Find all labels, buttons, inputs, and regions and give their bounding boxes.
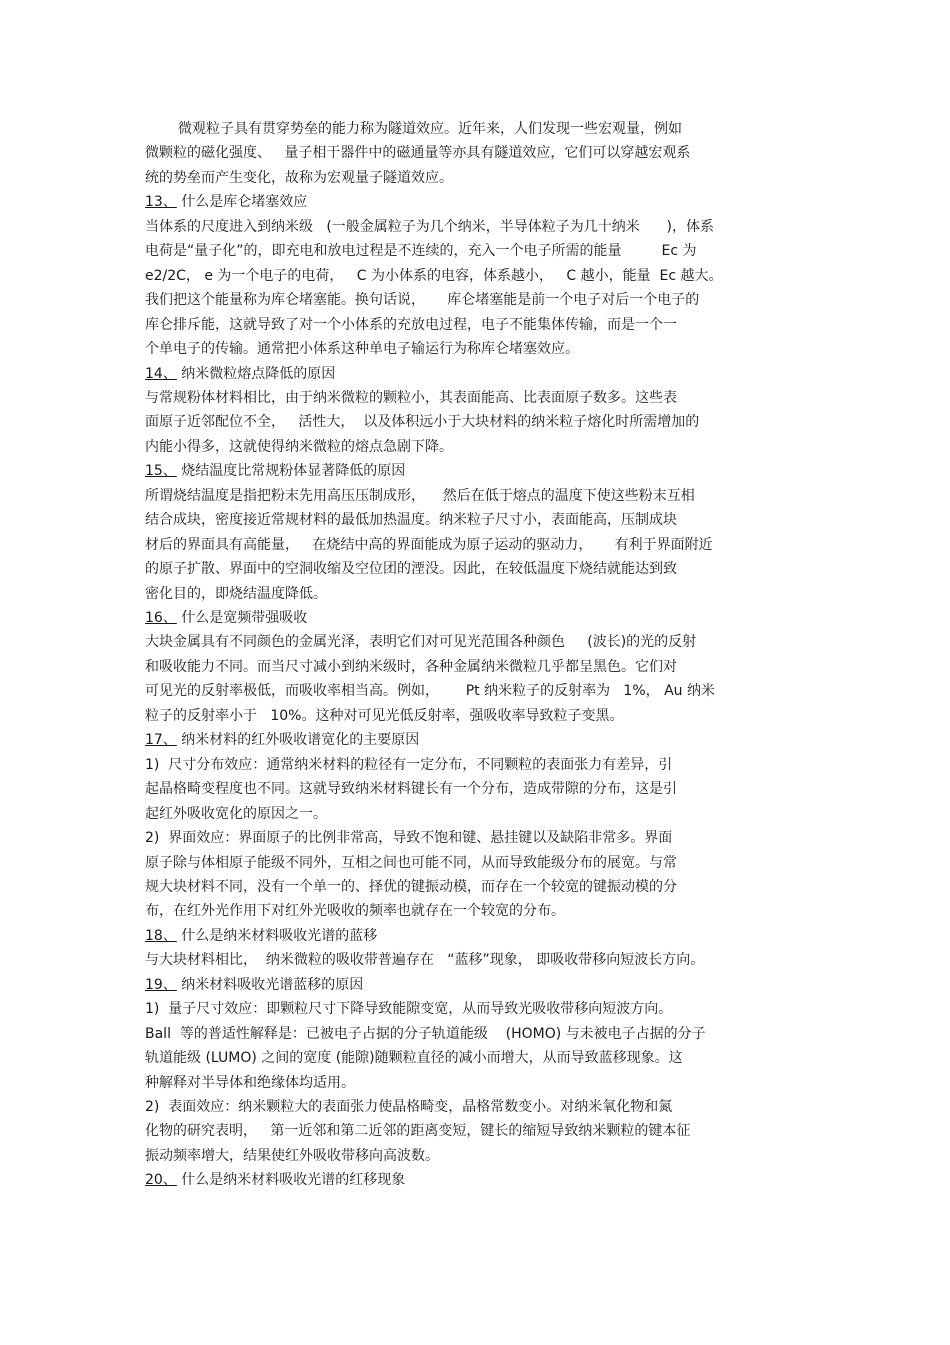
section-heading: [145, 976, 363, 994]
heading-number: 16、: [145, 610, 177, 626]
heading-number: 20、: [145, 1172, 177, 1189]
text-line: [145, 829, 672, 847]
text-line: [145, 1074, 355, 1092]
text-line: [145, 1049, 683, 1067]
line-text: 起红外吸收宽化的原因之一。: [145, 805, 327, 822]
text-line: [145, 805, 327, 823]
text-line: [145, 560, 677, 578]
line-text: 起晶格畸变程度也不同。这就导致纳米材料键长有一个分布，造成带隙的分布，这是引: [145, 781, 677, 798]
line-text: 电荷是“量子化”的，即充电和放电过程是不连续的，充入一个电子所需的能量 Ec 为: [145, 243, 697, 260]
line-text: 内能小得多，这就使得纳米微粒的熔点急剧下降。: [145, 438, 453, 455]
heading-text: 纳米微粒熔点降低的原因: [176, 365, 336, 382]
section-heading: [145, 731, 419, 749]
line-text: 结合成块，密度接近常规材料的最低加热温度。纳米粒子尺寸小，表面能高，压制成块: [145, 512, 677, 529]
text-line: [145, 1098, 672, 1116]
line-text: e2/2C， e 为一个电子的电荷， C 为小体系的电容，体系越小， C 越小，能量 Ec 越大。: [145, 267, 723, 284]
text-line: [145, 633, 696, 651]
text-line: [145, 218, 714, 236]
text-line: [145, 1025, 706, 1043]
text-line: [145, 511, 677, 529]
section-heading: [145, 609, 307, 627]
line-text: 的原子扩散、界面中的空洞收缩及空位团的湮没。因此，在较低温度下烧结就能达到致: [145, 561, 677, 578]
text-line: [145, 658, 677, 676]
text-line: [145, 340, 579, 358]
text-line: [145, 682, 715, 700]
text-line: [145, 169, 453, 187]
line-text: 可见光的反射率极低，而吸收率相当高。例如， Pt 纳米粒子的反射率为 1%， Au 纳米: [145, 683, 715, 700]
text-line: [145, 267, 722, 285]
text-line: [145, 878, 677, 896]
line-text: 个单电子的传输。通常把小体系这种单电子输运行为称库仑堵塞效应。: [145, 341, 579, 358]
line-text: 1) 量子尺寸效应：即颗粒尺寸下降导致能隙变宽，从而导致光吸收带移向短波方向。: [145, 1001, 673, 1018]
heading-text: 纳米材料吸收光谱蓝移的原因: [176, 976, 364, 993]
text-line: [145, 242, 697, 260]
heading-text: 什么是纳米材料吸收光谱的蓝移: [176, 927, 378, 944]
text-line: [145, 291, 699, 309]
line-text: 所谓烧结温度是指把粉末先用高压压制成形， 然后在低于熔点的温度下使这些粉末互相: [145, 487, 695, 504]
line-text: 我们把这个能量称为库仑堵塞能。换句话说， 库仑堵塞能是前一个电子对后一个电子的: [145, 292, 700, 309]
line-text: 粒子的反射率小于 10%。这种对可见光低反射率，强吸收率导致粒子变黑。: [145, 707, 624, 724]
text-line: [145, 1147, 439, 1165]
heading-text: 什么是宽频带强吸收: [176, 610, 308, 626]
section-heading: [145, 462, 405, 480]
line-text: 振动频率增大，结果使红外吸收带移向高波数。: [145, 1147, 439, 1164]
line-text: 规大块材料不同，没有一个单一的、择优的键振动模，而存在一个较宽的键振动模的分: [145, 878, 677, 895]
text-line: [178, 120, 682, 138]
text-line: [145, 902, 565, 920]
heading-number: 17、: [145, 732, 177, 749]
heading-number: 18、: [145, 927, 177, 944]
heading-number: 14、: [145, 365, 177, 382]
text-line: [145, 585, 327, 603]
text-line: [145, 780, 677, 798]
text-line: [145, 756, 672, 774]
heading-text: 烧结温度比常规粉体显著降低的原因: [176, 463, 406, 480]
line-text: Ball 等的普适性解释是：已被电子占据的分子轨道能级 (HOMO) 与未被电子占据的分子: [145, 1025, 706, 1042]
section-heading: [145, 927, 377, 945]
text-line: [145, 707, 623, 725]
text-line: [145, 389, 677, 407]
line-text: 布，在红外光作用下对红外光吸收的频率也就存在一个较宽的分布。: [145, 903, 565, 920]
heading-number: 13、: [145, 194, 177, 211]
text-line: [145, 144, 690, 162]
line-text: 当体系的尺度进入到纳米级 (一般金属粒子为几个纳米，半导体粒子为几十纳米 )，体系: [145, 218, 714, 235]
heading-text: 纳米材料的红外吸收谱宽化的主要原因: [176, 732, 420, 749]
line-text: 库仑排斥能，这就导致了对一个小体系的充放电过程，电子不能集体传输，而是一个一: [145, 316, 677, 333]
heading-text: 什么是库仑堵塞效应: [176, 194, 308, 211]
line-text: 和吸收能力不同。而当尺寸减小到纳米级时，各种金属纳米微粒几乎都呈黑色。它们对: [145, 658, 677, 675]
line-text: 化物的研究表明， 第一近邻和第二近邻的距离变短，键长的缩短导致纳米颗粒的键本征: [145, 1123, 691, 1140]
heading-text: 什么是纳米材料吸收光谱的红移现象: [176, 1172, 406, 1189]
section-heading: [145, 1171, 405, 1189]
text-line: [145, 1000, 672, 1018]
line-text: 面原子近邻配位不全， 活性大， 以及体积远小于大块材料的纳米粒子熔化时所需增加的: [145, 414, 700, 431]
text-line: [145, 487, 695, 505]
line-text: 微颗粒的磁化强度、 量子相干器件中的磁通量等亦具有隧道效应，它们可以穿越宏观系: [145, 145, 691, 162]
line-text: 大块金属具有不同颜色的金属光泽，表明它们对可见光范围各种颜色 (波长)的光的反射: [145, 634, 697, 651]
section-heading: [145, 193, 307, 211]
text-line: [145, 316, 677, 334]
text-line: [145, 536, 713, 554]
line-text: 材后的界面具有高能量， 在烧结中高的界面能成为原子运动的驱动力， 有利于界面附近: [145, 536, 713, 553]
line-text: 轨道能级 (LUMO) 之间的宽度 (能隙)随颗粒直径的减小而增大，从而导致蓝移现象。这: [145, 1050, 683, 1067]
line-text: 1) 尺寸分布效应：通常纳米材料的粒径有一定分布，不同颗粒的表面张力有差异，引: [145, 756, 673, 773]
line-text: 2) 界面效应：界面原子的比例非常高，导致不饱和键、悬挂键以及缺陷非常多。界面: [145, 830, 673, 847]
heading-number: 15、: [145, 463, 177, 480]
line-text: 微观粒子具有贯穿势垒的能力称为隧道效应。近年来，人们发现一些宏观量，例如: [178, 121, 682, 137]
line-text: 种解释对半导体和绝缘体均适用。: [145, 1074, 355, 1091]
line-text: 统的势垒而产生变化，故称为宏观量子隧道效应。: [145, 169, 453, 186]
section-heading: [145, 365, 335, 383]
text-line: [145, 413, 699, 431]
heading-number: 19、: [145, 976, 177, 993]
text-line: [145, 854, 677, 872]
line-text: 原子除与体相原子能级不同外，互相之间也可能不同，从而导致能级分布的展宽。与常: [145, 854, 677, 871]
text-line: [145, 438, 453, 456]
text-line: [145, 951, 704, 969]
line-text: 与常规粉体材料相比，由于纳米微粒的颗粒小，其表面能高、比表面原子数多。这些表: [145, 389, 677, 406]
line-text: 2) 表面效应：纳米颗粒大的表面张力使晶格畸变，晶格常数变小。对纳米氧化物和氮: [145, 1099, 673, 1115]
line-text: 密化目的，即烧结温度降低。: [145, 585, 327, 602]
line-text: 与大块材料相比， 纳米微粒的吸收带普遍存在 “蓝移”现象， 即吸收带移向短波长方向。: [145, 952, 705, 969]
text-line: [145, 1122, 690, 1140]
